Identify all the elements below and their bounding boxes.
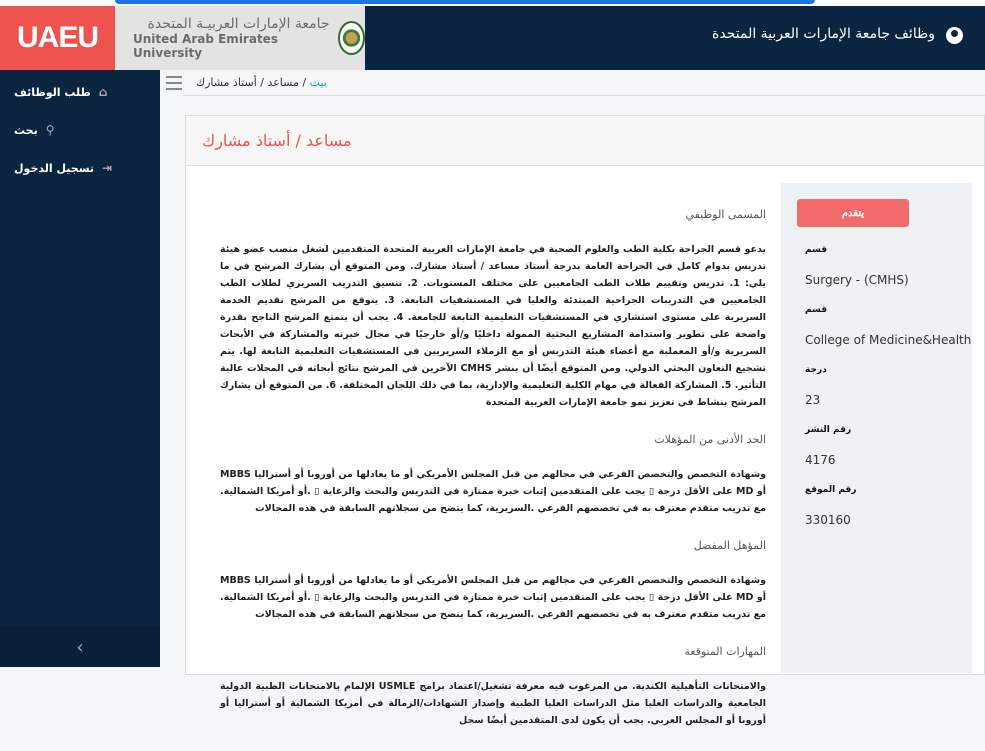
field-value: 23 [805, 393, 821, 407]
university-name-en: United Arab Emirates University [133, 32, 278, 60]
card-header [186, 116, 984, 166]
job-details-panel [781, 183, 972, 673]
sidebar-item-label: تسجيل الدخول [14, 161, 95, 175]
section-body: والامتحانات التأهيلية الكندية. من المرغوب فيه معرفة تشغيل/اعتماد برامج USMLE الإلمام بالامتحانات الطبية الدولية الجامعية والدراسات العليا مثل الدراسات العليا الطبية وإصدار الشهادات/الزمالة في أمريكا الشمالية أو أستراليا أو أوروبا أو المجلس العربي. يجب أن يكون لدى المتقدمين أيضًا سجل [220, 681, 766, 726]
divider [183, 95, 985, 96]
breadcrumb-home[interactable]: بيت [309, 76, 327, 89]
sidebar-item-login[interactable] [0, 150, 160, 186]
sidebar-item-jobs[interactable] [0, 74, 160, 110]
sidebar-item-label: بحث [14, 123, 38, 137]
breadcrumb [196, 76, 327, 89]
section-heading [220, 539, 766, 552]
emblem-icon [338, 21, 365, 55]
breadcrumb-separator: / [302, 76, 307, 89]
field-label: رقم الموقع [805, 485, 857, 495]
heading-text: المهارات المتوقعة [684, 645, 766, 658]
section-heading [220, 645, 766, 658]
uaeu-logo[interactable] [0, 6, 115, 70]
sidebar [0, 70, 160, 667]
heading-text: المؤهل المفضل [693, 539, 766, 552]
section-heading [220, 208, 766, 221]
section-body: وشهادة التخصص والتخصص الفرعي في مجالهم من قبل المجلس الأمريكي أو ما يعادلها من أوروبا أو أستراليا MBBS أو MD على الأقل درجة ▯ يجب على المتقدمين إثبات خبرة ممتازة في التدريس والبحث والرعاية ▯ .أو أمريكا الشمالية. مع تدريب متقدم معترف به في تخصصهم الفرعي .السريرية، كما يتضح من سجلاتهم السابقة في هذه المجالات [220, 469, 767, 514]
apply-button[interactable]: يتقدم [797, 199, 909, 227]
sidebar-item-search[interactable] [0, 112, 160, 148]
breadcrumb-current: مساعد / أستاذ مشارك [196, 76, 299, 89]
section-body: يدعو قسم الجراحة بكلية الطب والعلوم الصحية في جامعة الإمارات العربية المتحدة المتقدمين لشغل منصب عضو هيئة تدريس بدوام كامل في الجراحة العامة بدرجة أستاذ مساعد / أستاذ مشارك. ومن المتوقع أن يشارك المرشح في ما يلي: 1. تدريس وتقييم طلاب الطب الجامعيين على مختلف المستويات. 2. تنسيق التدريب السريري لطلاب الطب الجامعيين في التدريبات الجراحية المبتدئة والعليا في المستشفيات التابعة. 3. يتوقع من المرشح تقديم الخدمة السريرية على مستوى استشاري في المستشفيات التعليمية التابعة للجامعة. 4. يجب أن يتمتع المرشح الناجح بقدرة واضحة على تطوير واستدامة المشاريع البحثية الممولة داخليًا و/أو خارجيًا في مجال خبرته والمشاركة في الأبحاث السريرية و/أو المعملية مع أعضاء هيئة التدريس أو مع الزملاء السريريين في المستشفيات التعليمية التابعة لها. يتم تشجيع التعاون البحثي الدولي. ومن المتوقع أيضًا أن ينشر CMHS الآخرين في المرشح نتائج أبحاثه في المجلات عالية التأثير. 5. المشاركة الفعالة في مهام الكلية التعليمية والإدارية، بما في ذلك اللجان المختلفة. 6. من المتوقع أن يشارك المرشح بنشاط في تعزيز نمو جامعة الإمارات العربية المتحدة [220, 244, 766, 408]
menu-toggle-icon[interactable] [166, 76, 182, 90]
home-icon: ⌂ [98, 85, 108, 99]
heading-text: الحد الأدنى من المؤهلات [654, 433, 766, 446]
user-circle-icon[interactable] [946, 27, 963, 44]
heading-text: المسمى الوظيفي [685, 208, 766, 221]
header [0, 6, 985, 70]
field-value: Surgery - (CMHS) [805, 273, 909, 287]
section-body: وشهادة التخصص والتخصص الفرعي في مجالهم من قبل المجلس الأمريكي أو ما يعادلها من أوروبا أو أستراليا MBBS أو MD على الأقل درجة ▯ يجب على المتقدمين إثبات خبرة ممتازة في التدريس والبحث والرعاية ▯ .أو أمريكا الشمالية. مع تدريب متقدم معترف به في تخصصهم الفرعي .السريرية، كما يتضح من سجلاتهم السابقة في هذه المجالات [220, 575, 767, 620]
field-value: 4176 [805, 453, 836, 467]
logo-text: UAEU [16, 21, 98, 54]
university-logo[interactable] [115, 6, 365, 70]
field-value: College of Medicine&Health [805, 333, 972, 347]
field-label: قسم [805, 305, 828, 315]
job-description [220, 208, 766, 751]
university-name [133, 16, 330, 60]
section-heading [220, 433, 766, 446]
field-label: درجة [805, 365, 827, 375]
login-icon: ⇥ [102, 161, 113, 175]
site-title: وظائف جامعة الإمارات العربية المتحدة [712, 26, 935, 42]
field-label: رقم النشر [805, 425, 852, 435]
job-title: مساعد / أستاذ مشارك [202, 131, 352, 150]
field-label: قسم [805, 245, 828, 255]
sidebar-collapse-button[interactable] [0, 627, 160, 667]
field-value: 330160 [805, 513, 851, 527]
search-icon: ⚲ [45, 123, 55, 137]
chevron-left-icon: ‹ [76, 636, 84, 658]
university-name-ar: جامعة الإمارات العربيـة المتحدة [147, 16, 330, 32]
sidebar-item-label: طلب الوظائف [14, 85, 91, 99]
